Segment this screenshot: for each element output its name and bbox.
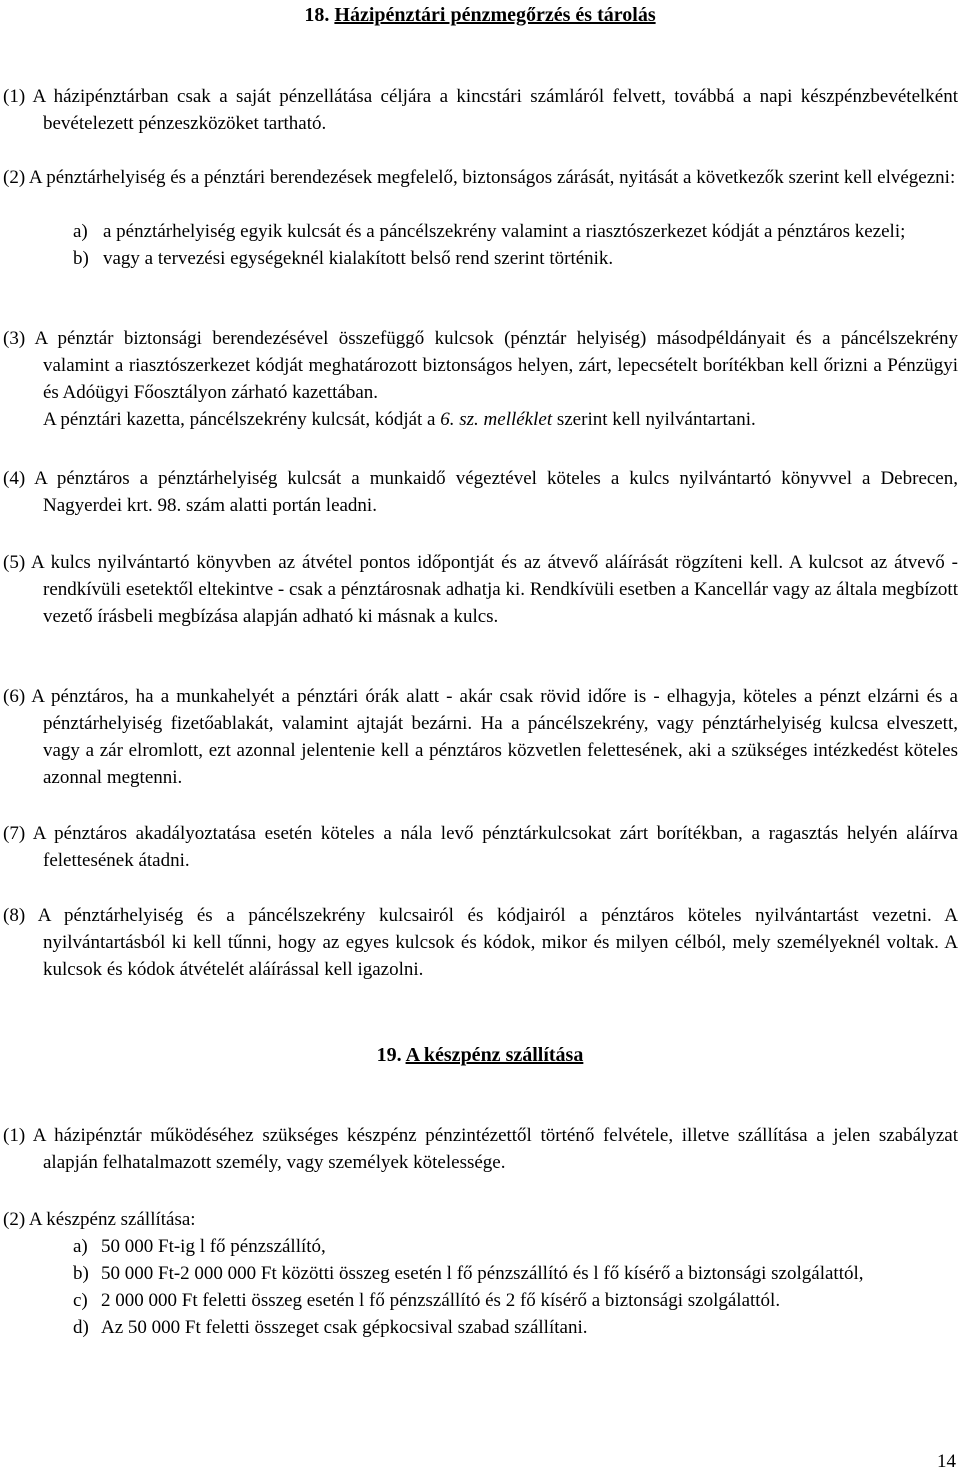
list-item — [73, 1314, 958, 1341]
section-19-heading — [0, 1042, 960, 1069]
section-18-paragraph-8: (8) A pénztárhelyiség és a páncélszekrény kulcsairól és kódjairól a pénztáros köteles nyilvántartást vezetni. A nyilvántartásból ki kell tűnni, hogy az egyes kulcsok és kódok, mikor és milyen célból, mely személyeknél voltak. A kulcsok és kódok átvételét aláírással kell igazolni. — [3, 905, 958, 980]
section-18-paragraph-2-list — [73, 218, 958, 272]
list-item-marker: d) — [73, 1317, 89, 1338]
list-item-text: a pénztárhelyiség egyik kulcsát és a páncélszekrény valamint a riasztószerkezet kódját a pénztáros kezeli; — [103, 221, 906, 242]
section-18-title: Házipénztári pénzmegőrzés és tárolás — [334, 4, 656, 26]
list-item-text: Az 50 000 Ft feletti összeget csak gépkocsival szabad szállítani. — [101, 1317, 588, 1338]
section-18-paragraph-3-main: (3) A pénztár biztonsági berendezésével összefüggő kulcsok (pénztár helyiség) másodpéldányait és a páncélszekrény valamint a riasztószerkezet kódját meghatározott biztonságos helyen, zárt, lepecsételt borítékban kell őrizni a Pénzügyi és Adóügyi Főosztályon zárható kazettában. — [3, 328, 958, 403]
section-18-paragraph-3 — [3, 325, 958, 433]
list-item-marker: a) — [73, 221, 88, 242]
list-item-text: vagy a tervezési egységeknél kialakított belső rend szerint történik. — [103, 248, 614, 269]
list-item — [73, 1260, 958, 1287]
page-number: 14 — [937, 1451, 956, 1472]
section-18-paragraph-7: (7) A pénztáros akadályoztatása esetén köteles a nála levő pénztárkulcsokat zárt borítékban, a ragasztás helyén aláírva felettesének átadni. — [3, 823, 958, 871]
section-19-paragraph-1: (1) A házipénztár működéséhez szükséges készpénz pénzintézettől történő felvétele, illetve szállítása a jelen szabályzat alapján felhatalmazott személy, vagy személyek kötelessége. — [3, 1125, 958, 1173]
section-18-paragraph-4: (4) A pénztáros a pénztárhelyiség kulcsát a munkaidő végeztével köteles a kulcs nyilvántartó könyvvel a Debrecen, Nagyerdei krt. 98. szám alatti portán leadni. — [3, 468, 958, 516]
section-18-heading — [0, 2, 960, 29]
list-item-text: 50 000 Ft-ig l fő pénzszállító, — [101, 1236, 326, 1257]
list-item-marker: b) — [73, 1263, 89, 1284]
section-18-paragraph-3-last-a: A pénztári kazetta, páncélszekrény kulcsát, kódját a — [43, 409, 441, 430]
list-item-marker: b) — [73, 248, 89, 269]
list-item — [73, 1287, 958, 1314]
list-item-marker: c) — [73, 1290, 88, 1311]
list-item — [73, 1233, 958, 1260]
annex-reference: 6. sz. melléklet — [440, 409, 553, 430]
list-item — [73, 245, 958, 272]
list-item-text: 50 000 Ft-2 000 000 Ft közötti összeg esetén l fő pénzszállító és l fő kísérő a biztonsági szolgálattól, — [101, 1263, 864, 1284]
section-18-paragraph-5: (5) A kulcs nyilvántartó könyvben az átvétel pontos időpontját és az átvevő aláírását rögzíteni kell. A kulcsot az átvevő - rendkívüli esetektől eltekintve - csak a pénztárosnak adhatja ki. Rendkívüli esetben a Kancellár vagy az általa megbízott vezető írásbeli megbízása alapján adható ki másnak a kulcs. — [3, 552, 958, 627]
section-18-paragraph-1: (1) A házipénztárban csak a saját pénzellátása céljára a kincstári számláról felvett, továbbá a napi készpénzbevételként bevételezett pénzeszközöket tartható. — [3, 86, 958, 134]
section-19-title: A készpénz szállítása — [405, 1044, 584, 1066]
section-19-number: 19. — [376, 1044, 402, 1066]
section-18-paragraph-6: (6) A pénztáros, ha a munkahelyét a pénztári órák alatt - akár csak rövid időre is - elhagyja, köteles a pénzt elzárni és a pénztárhelyiség fizetőablakát, valamint ajtaját bezárni. Ha a páncélszekrény, vagy pénztárhelyiség kulcsa elveszett, vagy a zár elromlott, ezt azonnal jelentenie kell a pénztáros közvetlen felettesének, aki a szükséges intézkedést köteles azonnal megtenni. — [3, 686, 958, 788]
section-18-number: 18. — [304, 4, 330, 26]
section-19-paragraph-2-list — [73, 1233, 958, 1341]
list-item-marker: a) — [73, 1236, 88, 1257]
list-item-text: 2 000 000 Ft feletti összeg esetén l fő pénzszállító és 2 fő kísérő a biztonsági szolgálattól. — [101, 1290, 781, 1311]
section-19-paragraph-2-intro: (2) A készpénz szállítása: — [3, 1209, 196, 1230]
section-18-paragraph-2-intro: (2) A pénztárhelyiség és a pénztári berendezések megfelelő, biztonságos zárását, nyitását a következők szerint kell elvégezni: — [3, 167, 956, 188]
list-item — [73, 218, 958, 245]
section-18-paragraph-3-last-b: szerint kell nyilvántartani. — [552, 409, 756, 430]
